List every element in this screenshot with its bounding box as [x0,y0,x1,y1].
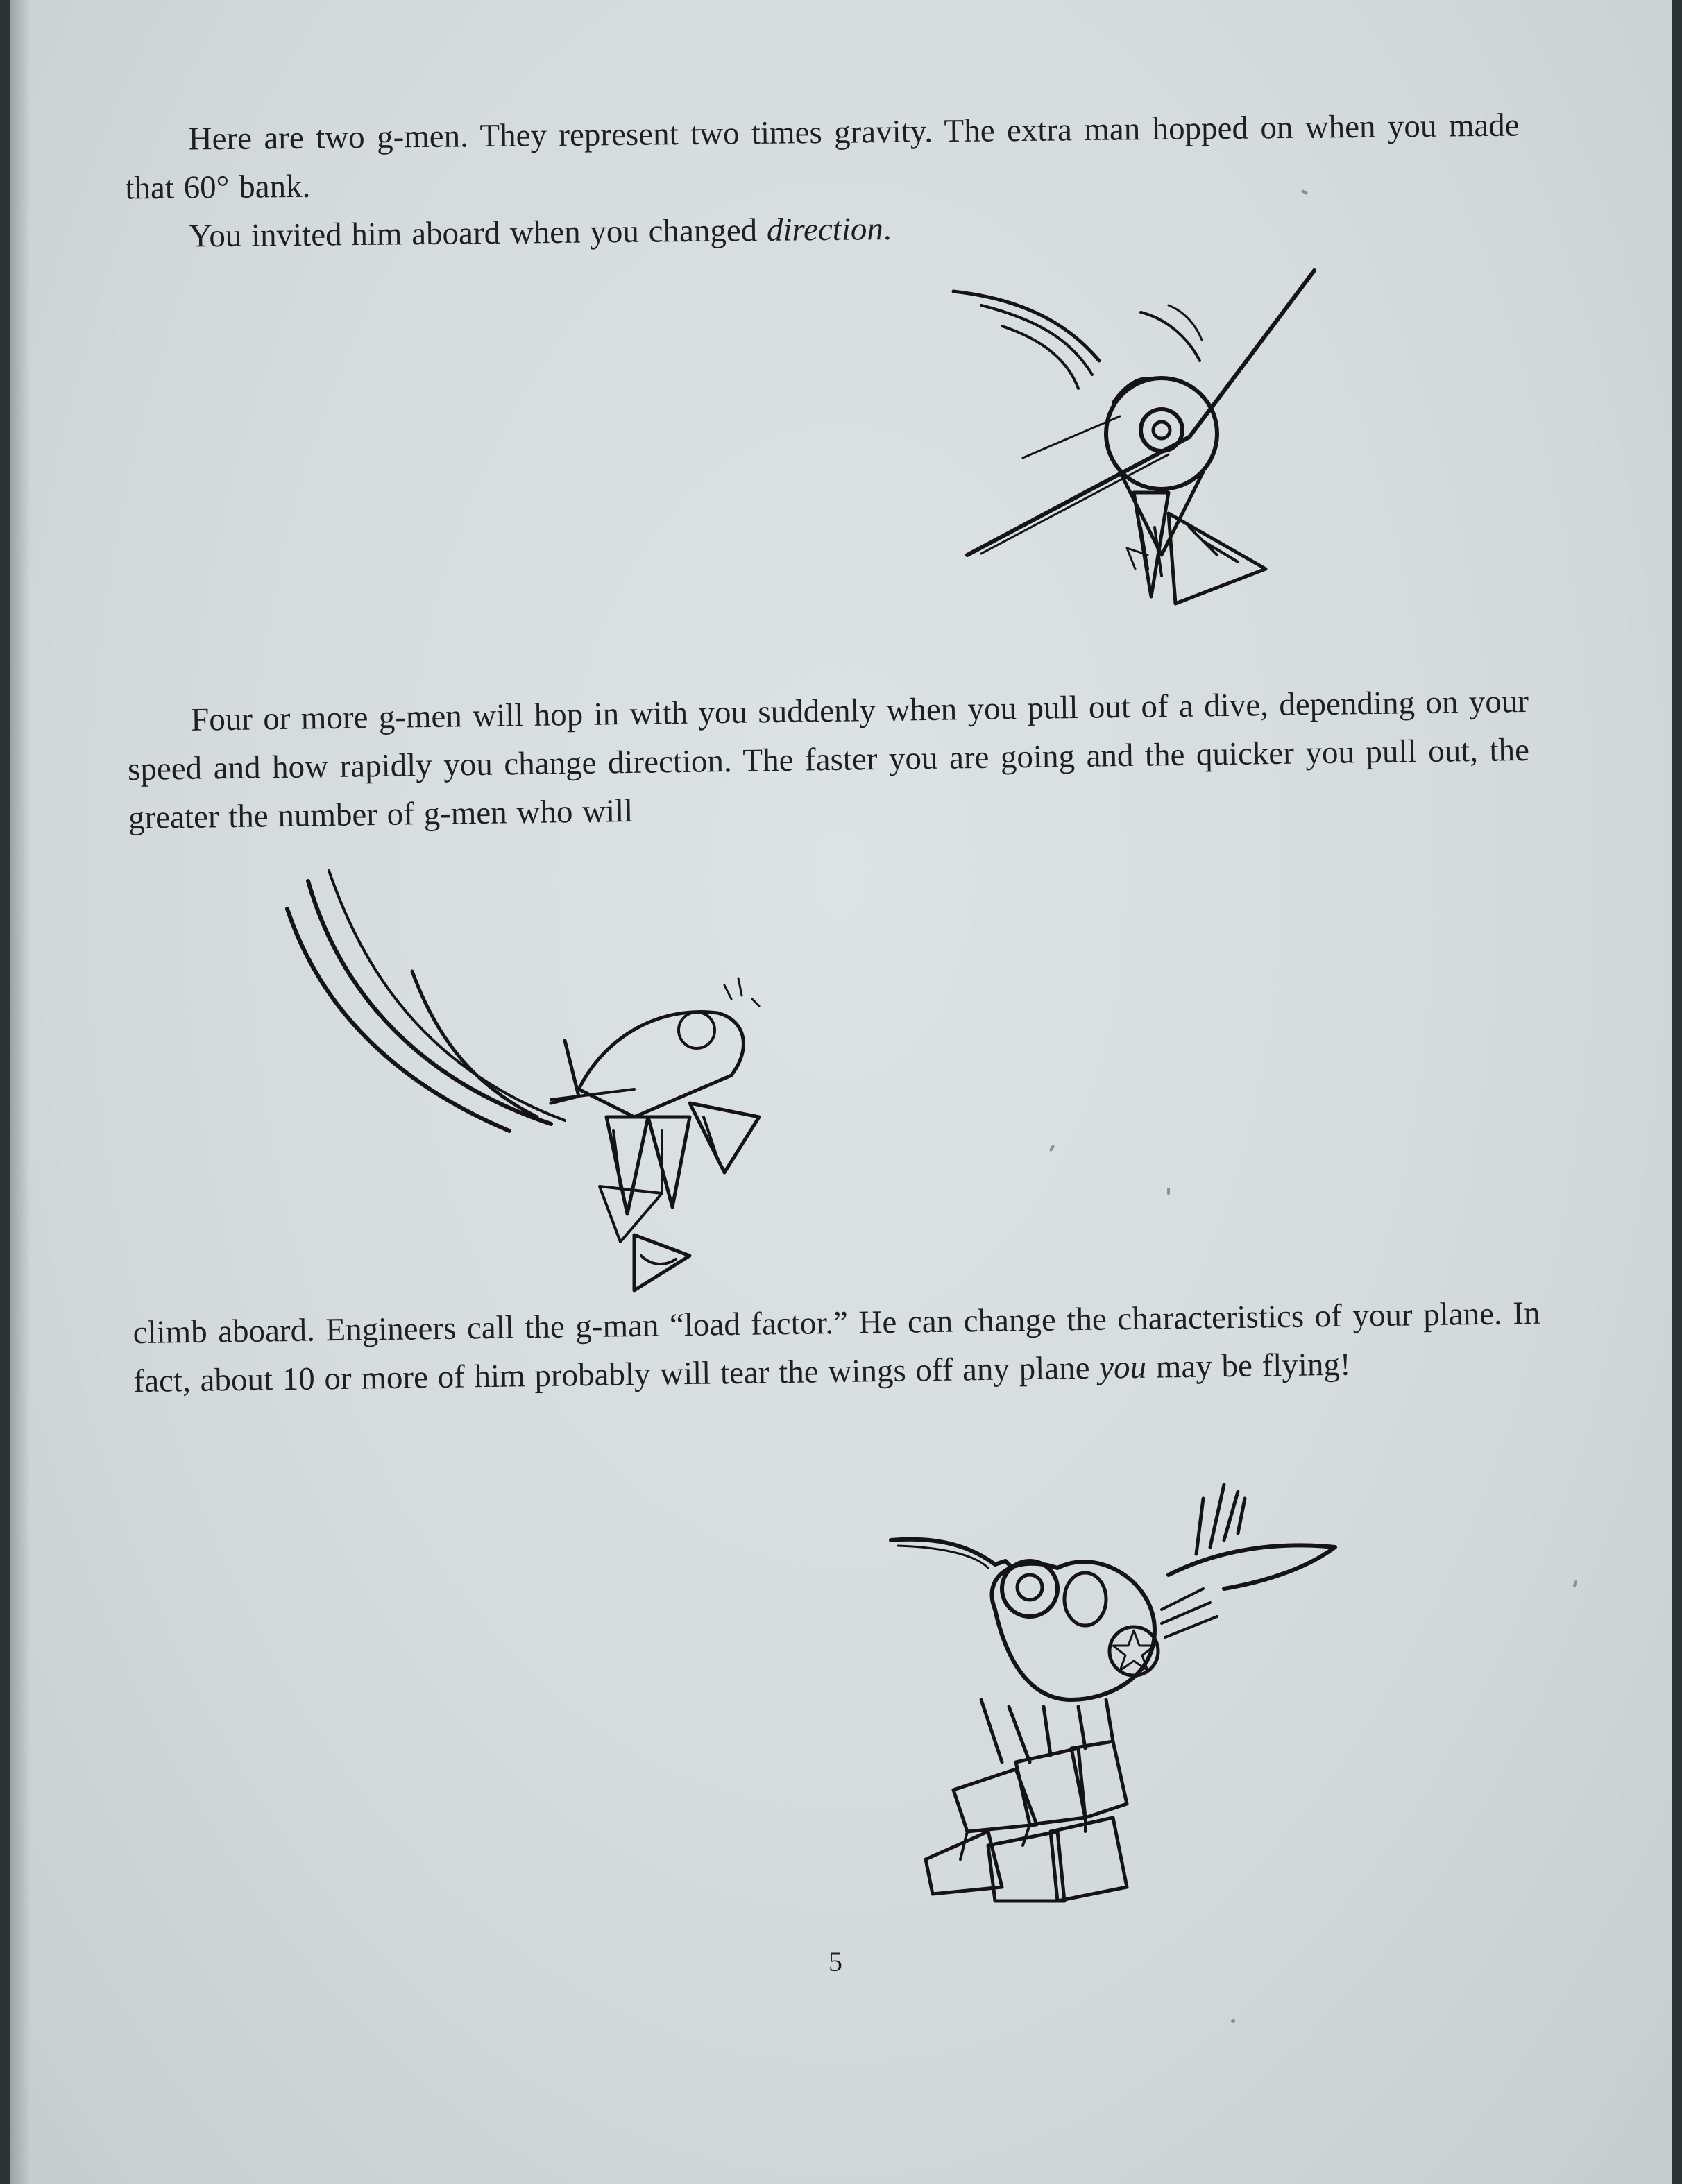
paragraph-load-factor: climb aboard. Engineers call the g-man “load factor.” He can change the characteristics of your plane. In fact, about 10 or more of him probably will tear the wings off any plane you may be flying! [133,1295,1540,1400]
banking-airplane-two-g-men-icon [940,264,1342,666]
paper-speck [1167,1188,1170,1195]
emphasis-direction: direction [766,211,884,248]
page-number: 5 [829,1946,842,1977]
paper-speck [1049,1145,1055,1152]
paper-speck [1572,1580,1577,1588]
breaking-airplane-many-g-men-icon [877,1471,1363,1943]
diving-airplane-four-g-men-icon [273,867,829,1297]
book-page [10,0,1672,2184]
paper-speck [1231,2019,1235,2023]
paragraph-invited-aboard: You invited him aboard when you changed direction. [188,210,892,255]
paragraph-four-g-men: Four or more g-men will hop in with you suddenly when you pull out of a dive, depending on your speed and how rapidly you change direction. The faster you are going and the quicker you pull out, the greater the number of g-men who will [127,683,1530,837]
paragraph-two-g-men: Here are two g-men. They represent two times gravity. The extra man hopped on when you made that 60° bank. [125,107,1520,207]
emphasis-you: you [1098,1349,1147,1386]
